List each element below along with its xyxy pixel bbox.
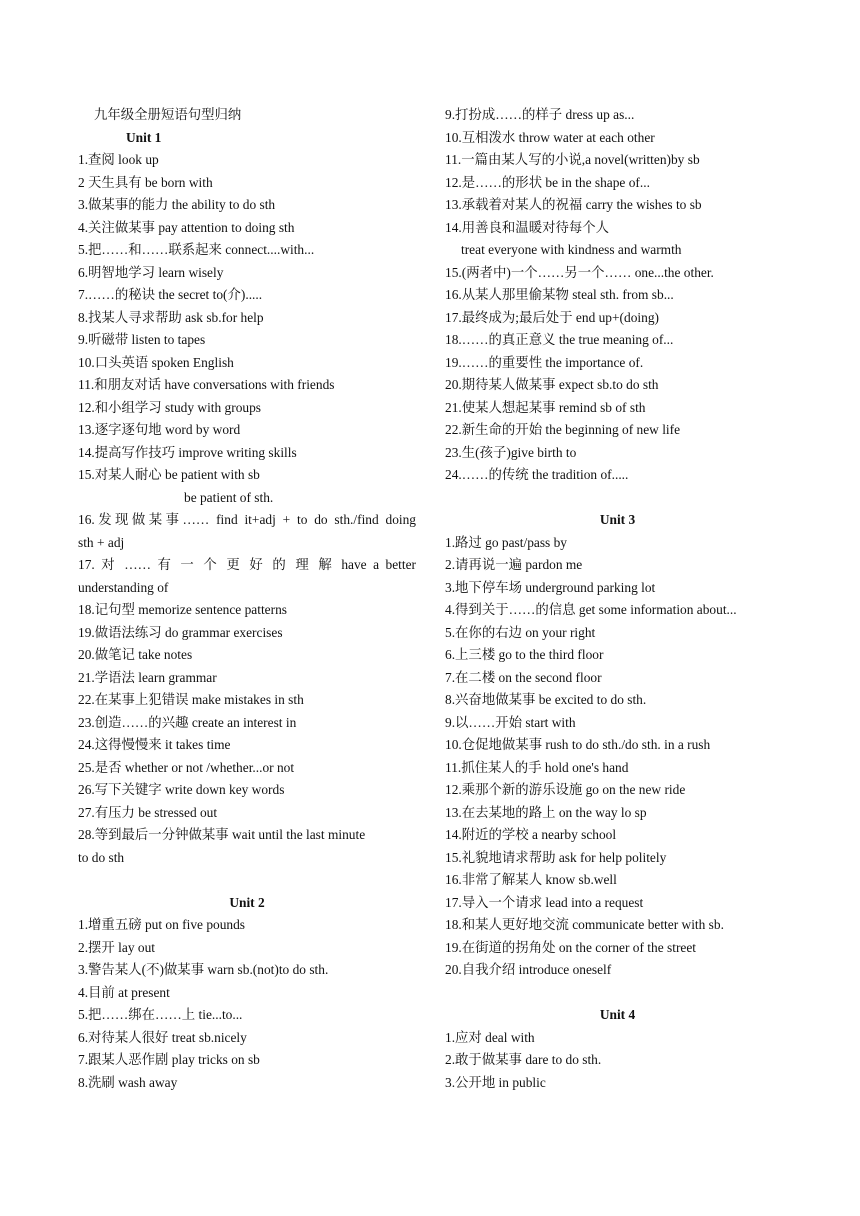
list-item: 8.兴奋地做某事 be excited to do sth.	[445, 692, 647, 707]
list-item: 16.非常了解某人 know sb.well	[445, 872, 617, 887]
list-item: 15.(两者中)一个……另一个…… one...the other.	[445, 264, 714, 280]
list-item: 21.使某人想起某事 remind sb of sth	[445, 399, 646, 415]
list-item: 18.……的真正意义 the true meaning of...	[445, 332, 674, 347]
list-item: 7.……的秘诀 the secret to(介).....	[78, 287, 263, 302]
list-item-continuation: to do sth	[78, 849, 125, 865]
list-item: 2.请再说一遍 pardon me	[445, 557, 583, 572]
list-item: 5.在你的右边 on your right	[445, 624, 596, 640]
list-item: 1.查阅 look up	[78, 152, 159, 167]
list-item: 24.……的传统 the tradition of.....	[445, 467, 629, 482]
list-item: 12.是……的形状 be in the shape of...	[445, 174, 650, 190]
list-item: 22.在某事上犯错误 make mistakes in sth	[78, 692, 304, 707]
list-item: 16.从某人那里偷某物 steal sth. from sb...	[445, 287, 674, 302]
list-item: 20.做笔记 take notes	[78, 647, 193, 662]
list-item: 19.在街道的拐角处 on the corner of the street	[445, 939, 697, 955]
list-item: 3.地下停车场 underground parking lot	[445, 579, 656, 595]
spacer	[78, 869, 416, 892]
list-item: 3.公开地 in public	[445, 1074, 546, 1090]
list-item: 18.和某人更好地交流 communicate better with sb.	[445, 917, 724, 932]
list-item: 10.仓促地做某事 rush to do sth./do sth. in a rush	[445, 737, 711, 752]
list-item: 8.找某人寻求帮助 ask sb.for help	[78, 309, 264, 325]
list-item: 24.这得慢慢来 it takes time	[78, 737, 231, 752]
list-item: 11.一篇由某人写的小说,a novel(written)by sb	[445, 152, 700, 167]
list-item: 13.在去某地的路上 on the way lo sp	[445, 804, 647, 820]
list-item: 4.关注做某事 pay attention to doing sth	[78, 219, 295, 235]
list-item: 4.目前 at present	[78, 984, 170, 1000]
unit-2-heading: Unit 2	[229, 894, 265, 910]
list-item: 14.用善良和温暖对待每个人	[445, 219, 610, 235]
list-item: 3.做某事的能力 the ability to do sth	[78, 197, 276, 212]
list-item: 1.应对 deal with	[445, 1029, 535, 1045]
list-item: 19.做语法练习 do grammar exercises	[78, 624, 283, 640]
list-item: 5.把……绑在……上 tie...to...	[78, 1007, 243, 1022]
list-item: 17. 对 …… 有 一 个 更 好 的 理 解 have a better	[78, 557, 416, 572]
list-item: 6.上三楼 go to the third floor	[445, 647, 604, 662]
list-item-continuation: understanding of	[78, 579, 169, 595]
right-column	[445, 104, 790, 1094]
spacer	[445, 487, 790, 510]
list-item: 11.和朋友对话 have conversations with friends	[78, 377, 335, 392]
list-item: 28.等到最后一分钟做某事 wait until the last minute	[78, 827, 366, 842]
list-item: 27.有压力 be stressed out	[78, 804, 218, 820]
unit-4-heading: Unit 4	[599, 1007, 636, 1022]
list-item: 1.路过 go past/pass by	[445, 534, 567, 550]
list-item: 13.承载着对某人的祝福 carry the wishes to sb	[445, 197, 702, 212]
list-item: 14.附近的学校 a nearby school	[445, 827, 617, 842]
list-item: 7.在二楼 on the second floor	[445, 669, 602, 685]
document-title: 九年级全册短语句型归纳	[94, 107, 242, 122]
list-item: 2.摆开 lay out	[78, 939, 155, 955]
list-item: 8.洗刷 wash away	[78, 1074, 178, 1090]
list-item: 1.增重五磅 put on five pounds	[78, 917, 246, 932]
list-item: 23.生(孩子)give birth to	[445, 444, 577, 460]
list-item: 23.创造……的兴趣 create an interest in	[78, 714, 297, 730]
list-item: 16.发现做某事…… find it+adj + to do sth./find doing	[78, 512, 416, 527]
list-item: 14.提高写作技巧 improve writing skills	[78, 444, 297, 460]
list-item: 10.口头英语 spoken English	[78, 354, 234, 370]
list-item: 17.导入一个请求 lead into a request	[445, 894, 644, 910]
list-item: 12.和小组学习 study with groups	[78, 399, 262, 415]
list-item: 7.跟某人恶作剧 play tricks on sb	[78, 1052, 260, 1067]
list-item: 18.记句型 memorize sentence patterns	[78, 602, 287, 617]
list-item: 22.新生命的开始 the beginning of new life	[445, 422, 681, 437]
list-item-continuation: sth + adj	[78, 534, 125, 550]
list-item: 20.期待某人做某事 expect sb.to do sth	[445, 377, 659, 392]
unit-1-heading: Unit 1	[126, 129, 162, 145]
list-item: 2.敢于做某事 dare to do sth.	[445, 1052, 602, 1067]
list-item: 15.礼貌地请求帮助 ask for help politely	[445, 849, 667, 865]
list-item: 10.互相泼水 throw water at each other	[445, 129, 655, 145]
list-item: 13.逐字逐句地 word by word	[78, 422, 241, 437]
list-item: 17.最终成为;最后处于 end up+(doing)	[445, 309, 659, 325]
list-item: 9.听磁带 listen to tapes	[78, 332, 206, 347]
left-column	[78, 104, 416, 1094]
list-item: 6.对待某人很好 treat sb.nicely	[78, 1029, 247, 1045]
list-item: 15.对某人耐心 be patient with sb	[78, 467, 260, 482]
list-item-continuation: be patient of sth.	[184, 489, 274, 505]
list-item: 9.以……开始 start with	[445, 714, 576, 730]
list-item: 6.明智地学习 learn wisely	[78, 264, 224, 280]
list-item-continuation: treat everyone with kindness and warmth	[461, 242, 682, 257]
list-item: 26.写下关键字 write down key words	[78, 782, 285, 797]
list-item: 9.打扮成……的样子 dress up as...	[445, 107, 635, 122]
list-item: 25.是否 whether or not /whether...or not	[78, 759, 295, 775]
list-item: 11.抓住某人的手 hold one's hand	[445, 759, 629, 775]
list-item: 4.得到关于……的信息 get some information about...	[445, 602, 737, 617]
unit-3-heading: Unit 3	[599, 512, 636, 527]
list-item: 19.……的重要性 the importance of.	[445, 354, 644, 370]
list-item: 21.学语法 learn grammar	[78, 669, 217, 685]
list-item: 2 天生具有 be born with	[78, 174, 213, 190]
spacer	[445, 982, 790, 1005]
list-item: 3.警告某人(不)做某事 warn sb.(not)to do sth.	[78, 962, 329, 977]
list-item: 12.乘那个新的游乐设施 go on the new ride	[445, 782, 686, 797]
list-item: 5.把……和……联系起来 connect....with...	[78, 242, 315, 257]
list-item: 20.自我介绍 introduce oneself	[445, 962, 612, 977]
